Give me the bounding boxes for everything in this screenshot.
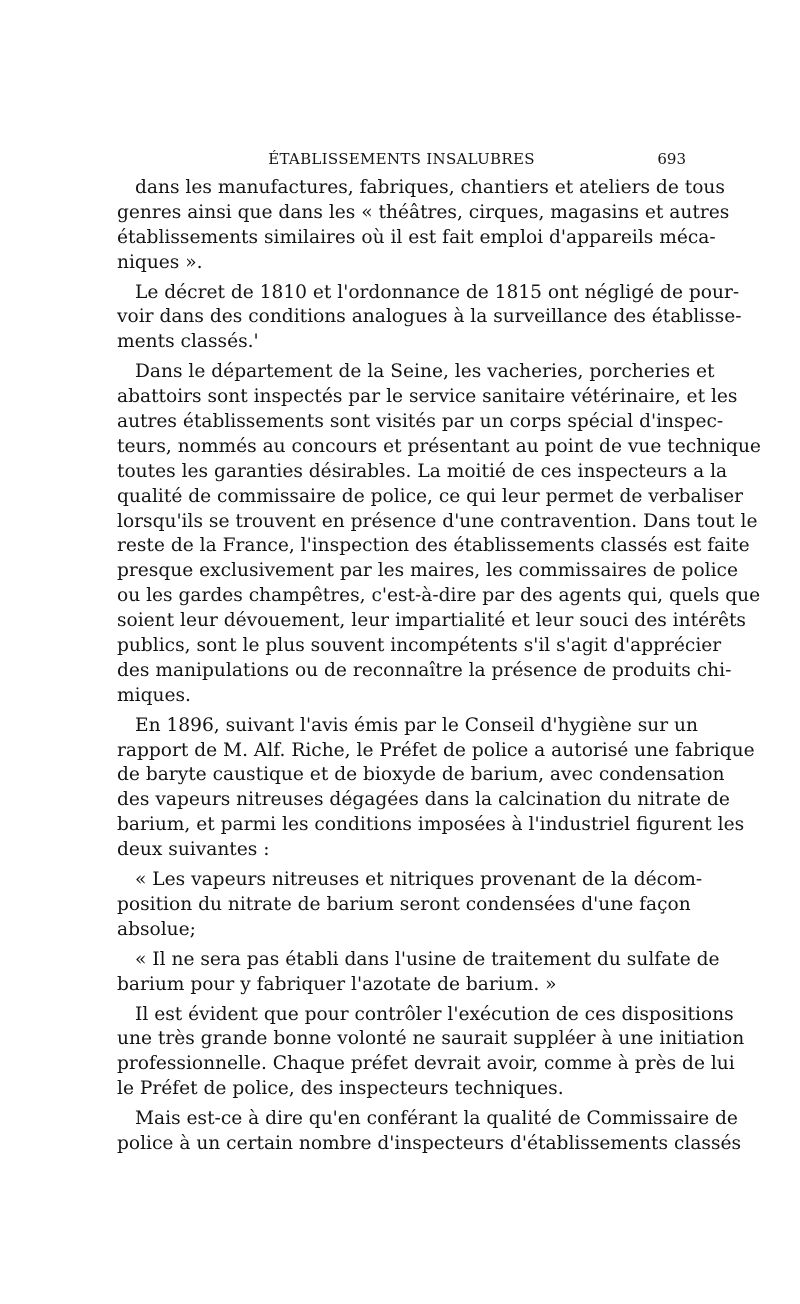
text-line: absolue; [117,918,196,940]
running-header [117,148,686,170]
text-line: « Il ne sera pas établi dans l'usine de traitement du sulfate de [135,948,720,970]
text-line: dans les manufactures, fabriques, chantiers et ateliers de tous [135,177,725,198]
text-line: niques ». [117,251,203,273]
text-line: deux suivantes : [117,839,270,861]
text-line: position du nitrate de barium seront condensées d'une façon [117,893,691,915]
text-line: le Préfet de police, des inspecteurs techniques. [117,1078,564,1100]
text-line: professionnelle. Chaque préfet devrait avoir, comme à près de lui [117,1053,735,1075]
text-line: ments classés.' [117,331,259,353]
paragraph [117,948,720,998]
text-line: rapport de M. Alf. Riche, le Préfet de police a autorisé une fabrique [117,739,755,761]
page-number: 693 [657,150,686,168]
text-line: des manipulations ou de reconnaître la présence de produits chi- [117,659,732,681]
text-line: des vapeurs nitreuses dégagées dans la calcination du nitrate de [117,789,730,811]
text-line: soient leur dévouement, leur impartialité et leur souci des intérêts [117,610,746,632]
paragraph [117,714,755,863]
text-line: autres établissements sont visités par un corps spécial d'inspec- [117,411,724,433]
paragraph [117,360,761,708]
text-line: publics, sont le plus souvent incompétents s'il s'agit d'apprécier [117,635,722,657]
paragraph [117,281,742,356]
body-text [117,176,761,1157]
text-line: Mais est-ce à dire qu'en conférant la qualité de Commissaire de [135,1108,738,1130]
paragraph [117,1003,745,1103]
text-line: qualité de commissaire de police, ce qui leur permet de verbaliser [117,485,743,507]
running-title: ÉTABLISSEMENTS INSALUBRES [268,150,535,168]
text-line: ou les gardes champêtres, c'est-à-dire par des agents qui, quels que [117,585,761,607]
text-line: établissements similaires où il est fait emploi d'appareils méca- [117,226,716,248]
text-line: lorsqu'ils se trouvent en présence d'une contravention. Dans tout le [117,510,758,532]
text-line: Le décret de 1810 et l'ordonnance de 1815 ont négligé de pour- [135,281,740,303]
text-line: presque exclusivement par les maires, les commissaires de police [117,560,738,582]
text-line: Dans le département de la Seine, les vacheries, porcheries et [135,361,715,383]
text-line: « Les vapeurs nitreuses et nitriques provenant de la décom- [135,869,703,891]
text-line: Il est évident que pour contrôler l'exécution de ces dispositions [135,1003,734,1025]
text-line: toutes les garanties désirables. La moitié de ces inspecteurs a la [117,460,728,482]
text-line: En 1896, suivant l'avis émis par le Conseil d'hygiène sur un [135,714,698,736]
text-line: voir dans des conditions analogues à la surveillance des établisse- [117,306,742,328]
text-line: genres ainsi que dans les « théâtres, cirques, magasins et autres [117,201,730,223]
text-line: reste de la France, l'inspection des établissements classés est faite [117,535,750,557]
text-line: une très grande bonne volonté ne saurait suppléer à une initiation [117,1028,745,1050]
paragraph [117,868,703,943]
text-line: abattoirs sont inspectés par le service sanitaire vétérinaire, et les [117,386,738,408]
text-line: de baryte caustique et de bioxyde de barium, avec condensation [117,764,725,786]
text-line: police à un certain nombre d'inspecteurs d'établissements classés [117,1132,742,1154]
text-line: miques. [117,684,191,706]
text-line: barium pour y fabriquer l'azotate de barium. » [117,973,557,995]
text-line: teurs, nommés au concours et présentant au point de vue technique [117,435,761,457]
paragraph [117,176,730,276]
paragraph [117,1107,742,1157]
text-line: barium, et parmi les conditions imposées à l'industriel figurent les [117,814,745,836]
